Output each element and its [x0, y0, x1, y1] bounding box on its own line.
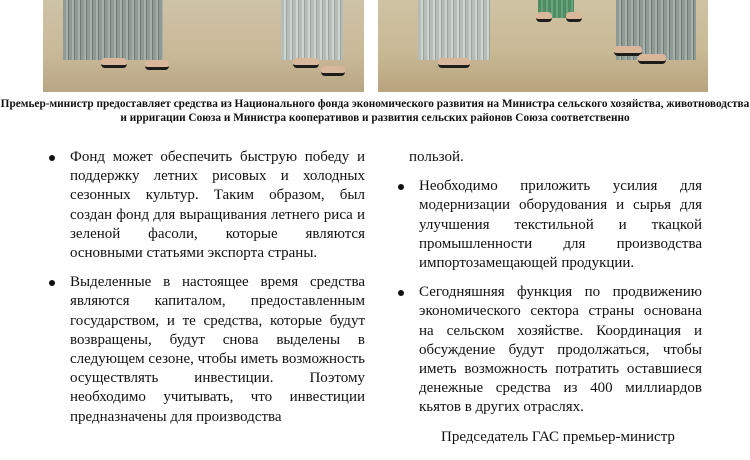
photo-caption: Премьер-министр предоставляет средства из Национального фонда экономического развития на Министра сельского хозяйства, животноводства и ирригации Союза и Министра кооперативов и развития сельских районов Союза соответственно [0, 98, 750, 124]
list-item [37, 148, 365, 263]
foot [101, 58, 127, 68]
foot [321, 66, 345, 76]
foot [614, 46, 642, 56]
list-item-text: Фонд может обеспечить быструю победу и поддержку летних рисовых и холодных сезонных культур. Таким образом, был создан фонд для выращивания летнего риса и зеленой фасоли, которые являются основными статьями экспорта страны. [70, 149, 365, 262]
list-item [37, 273, 365, 427]
photo-left [43, 0, 364, 92]
right-column [386, 148, 702, 447]
bullet-icon [49, 155, 55, 161]
bullet-icon [398, 290, 404, 296]
list-item-text: Выделенные в настоящее время средства являются капиталом, предоставленным государством, и те средства, которые будут возвращены, будут снова выделены в следующем сезоне, чтобы иметь возможность осуществлять инвестиции. Поэтому необходимо учитывать, что инвестиции предназначены для производства [70, 274, 365, 425]
list-item [386, 283, 702, 417]
photo-right [378, 0, 708, 92]
longyi-figure [63, 0, 163, 60]
foot [638, 54, 666, 64]
foot [566, 12, 582, 22]
continuation-text: пользой. [409, 149, 464, 165]
list-item-text: Необходимо приложить усилия для модернизации оборудования и сырья для улучшения текстильной и ткацкой промышленности для производства импортозамещающей продукции. [419, 178, 702, 272]
list-item [386, 177, 702, 273]
left-column [37, 148, 365, 437]
bullet-icon [49, 280, 55, 286]
list-item-text: Сегодняшняя функция по продвижению экономического сектора страны основана на сельском хозяйстве. Координация и обсуждение будут продолжаться, чтобы иметь возможность потратить оставшиеся денежные средства из 400 миллиардов кьятов в других отраслях. [419, 284, 702, 416]
bullet-icon [398, 184, 404, 190]
foot [293, 58, 319, 68]
longyi-figure [281, 0, 343, 60]
foot [145, 60, 169, 70]
body-paragraph: Председатель ГАС премьер-министр [441, 428, 675, 445]
longyi-figure [418, 0, 490, 60]
foot [536, 12, 552, 22]
foot [438, 58, 470, 68]
